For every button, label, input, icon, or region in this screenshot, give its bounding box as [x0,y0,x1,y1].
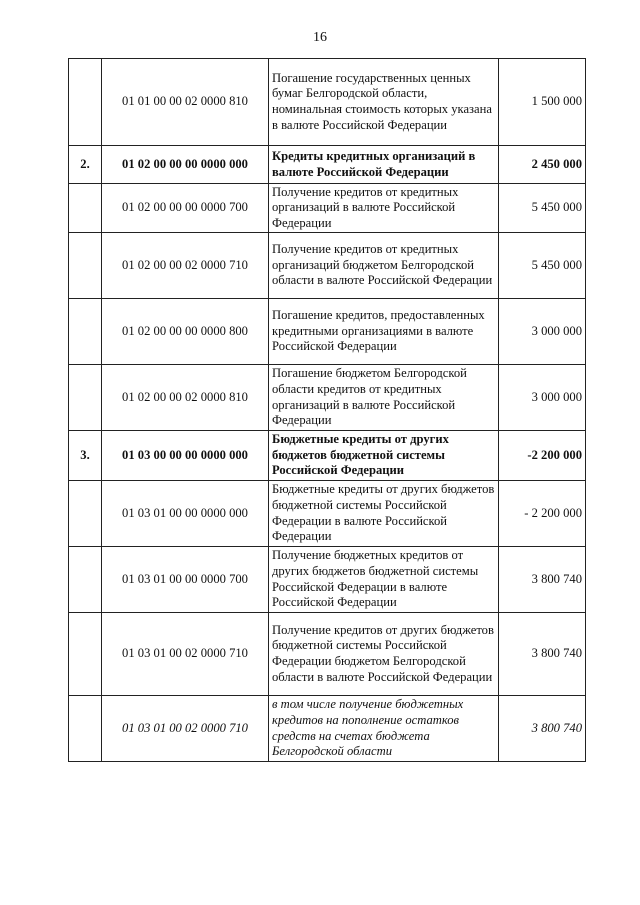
amount: 5 450 000 [499,233,586,299]
table-row [69,184,586,233]
budget-code: 01 03 01 00 00 0000 000 [102,481,269,547]
table-row [69,613,586,696]
budget-code: 01 03 00 00 00 0000 000 [102,431,269,481]
row-number [69,613,102,696]
budget-code: 01 02 00 00 00 0000 000 [102,146,269,184]
item-name: Кредиты кредитных организаций в валюте Российской Федерации [269,146,499,184]
item-name: Получение кредитов от других бюджетов бюджетной системы Российской Федерации бюджетом Белгородской области в валюте Российской Федерации [269,613,499,696]
table-row [69,431,586,481]
row-number [69,365,102,431]
amount: 3 000 000 [499,299,586,365]
table-row [69,233,586,299]
amount: -2 200 000 [499,431,586,481]
item-name: Погашение государственных ценных бумаг Белгородской области, номинальная стоимость которых указана в валюте Российской Федерации [269,59,499,146]
row-number [69,547,102,613]
budget-code: 01 01 00 00 02 0000 810 [102,59,269,146]
amount: - 2 200 000 [499,481,586,547]
row-number [69,233,102,299]
row-number [69,696,102,762]
budget-code: 01 02 00 00 00 0000 700 [102,184,269,233]
row-number: 2. [69,146,102,184]
table-row [69,299,586,365]
table-row [69,365,586,431]
row-number [69,184,102,233]
item-name: в том числе получение бюджетных кредитов на пополнение остатков средств на счетах бюджета Белгородской области [269,696,499,762]
table-row [69,146,586,184]
table-row [69,481,586,547]
financing-sources-table [68,58,586,762]
row-number [69,299,102,365]
item-name: Бюджетные кредиты от других бюджетов бюджетной системы Российской Федерации в валюте Российской Федерации [269,481,499,547]
row-number: 3. [69,431,102,481]
item-name: Погашение бюджетом Белгородской области кредитов от кредитных организаций в валюте Российской Федерации [269,365,499,431]
budget-code: 01 02 00 00 00 0000 800 [102,299,269,365]
amount: 3 800 740 [499,696,586,762]
budget-code: 01 02 00 00 02 0000 710 [102,233,269,299]
budget-code: 01 03 01 00 02 0000 710 [102,613,269,696]
amount: 2 450 000 [499,146,586,184]
item-name: Погашение кредитов, предоставленных кредитными организациями в валюте Российской Федерации [269,299,499,365]
item-name: Получение бюджетных кредитов от других бюджетов бюджетной системы Российской Федерации в валюте Российской Федерации [269,547,499,613]
amount: 3 800 740 [499,613,586,696]
item-name: Получение кредитов от кредитных организаций в валюте Российской Федерации [269,184,499,233]
amount: 3 000 000 [499,365,586,431]
table-row [69,59,586,146]
budget-code: 01 02 00 00 02 0000 810 [102,365,269,431]
item-name: Получение кредитов от кредитных организаций бюджетом Белгородской области в валюте Российской Федерации [269,233,499,299]
row-number [69,59,102,146]
budget-code: 01 03 01 00 00 0000 700 [102,547,269,613]
table-row [69,696,586,762]
budget-code: 01 03 01 00 02 0000 710 [102,696,269,762]
table-row [69,547,586,613]
amount: 5 450 000 [499,184,586,233]
row-number [69,481,102,547]
amount: 3 800 740 [499,547,586,613]
page-number: 16 [313,30,327,45]
amount: 1 500 000 [499,59,586,146]
item-name: Бюджетные кредиты от других бюджетов бюджетной системы Российской Федерации [269,431,499,481]
